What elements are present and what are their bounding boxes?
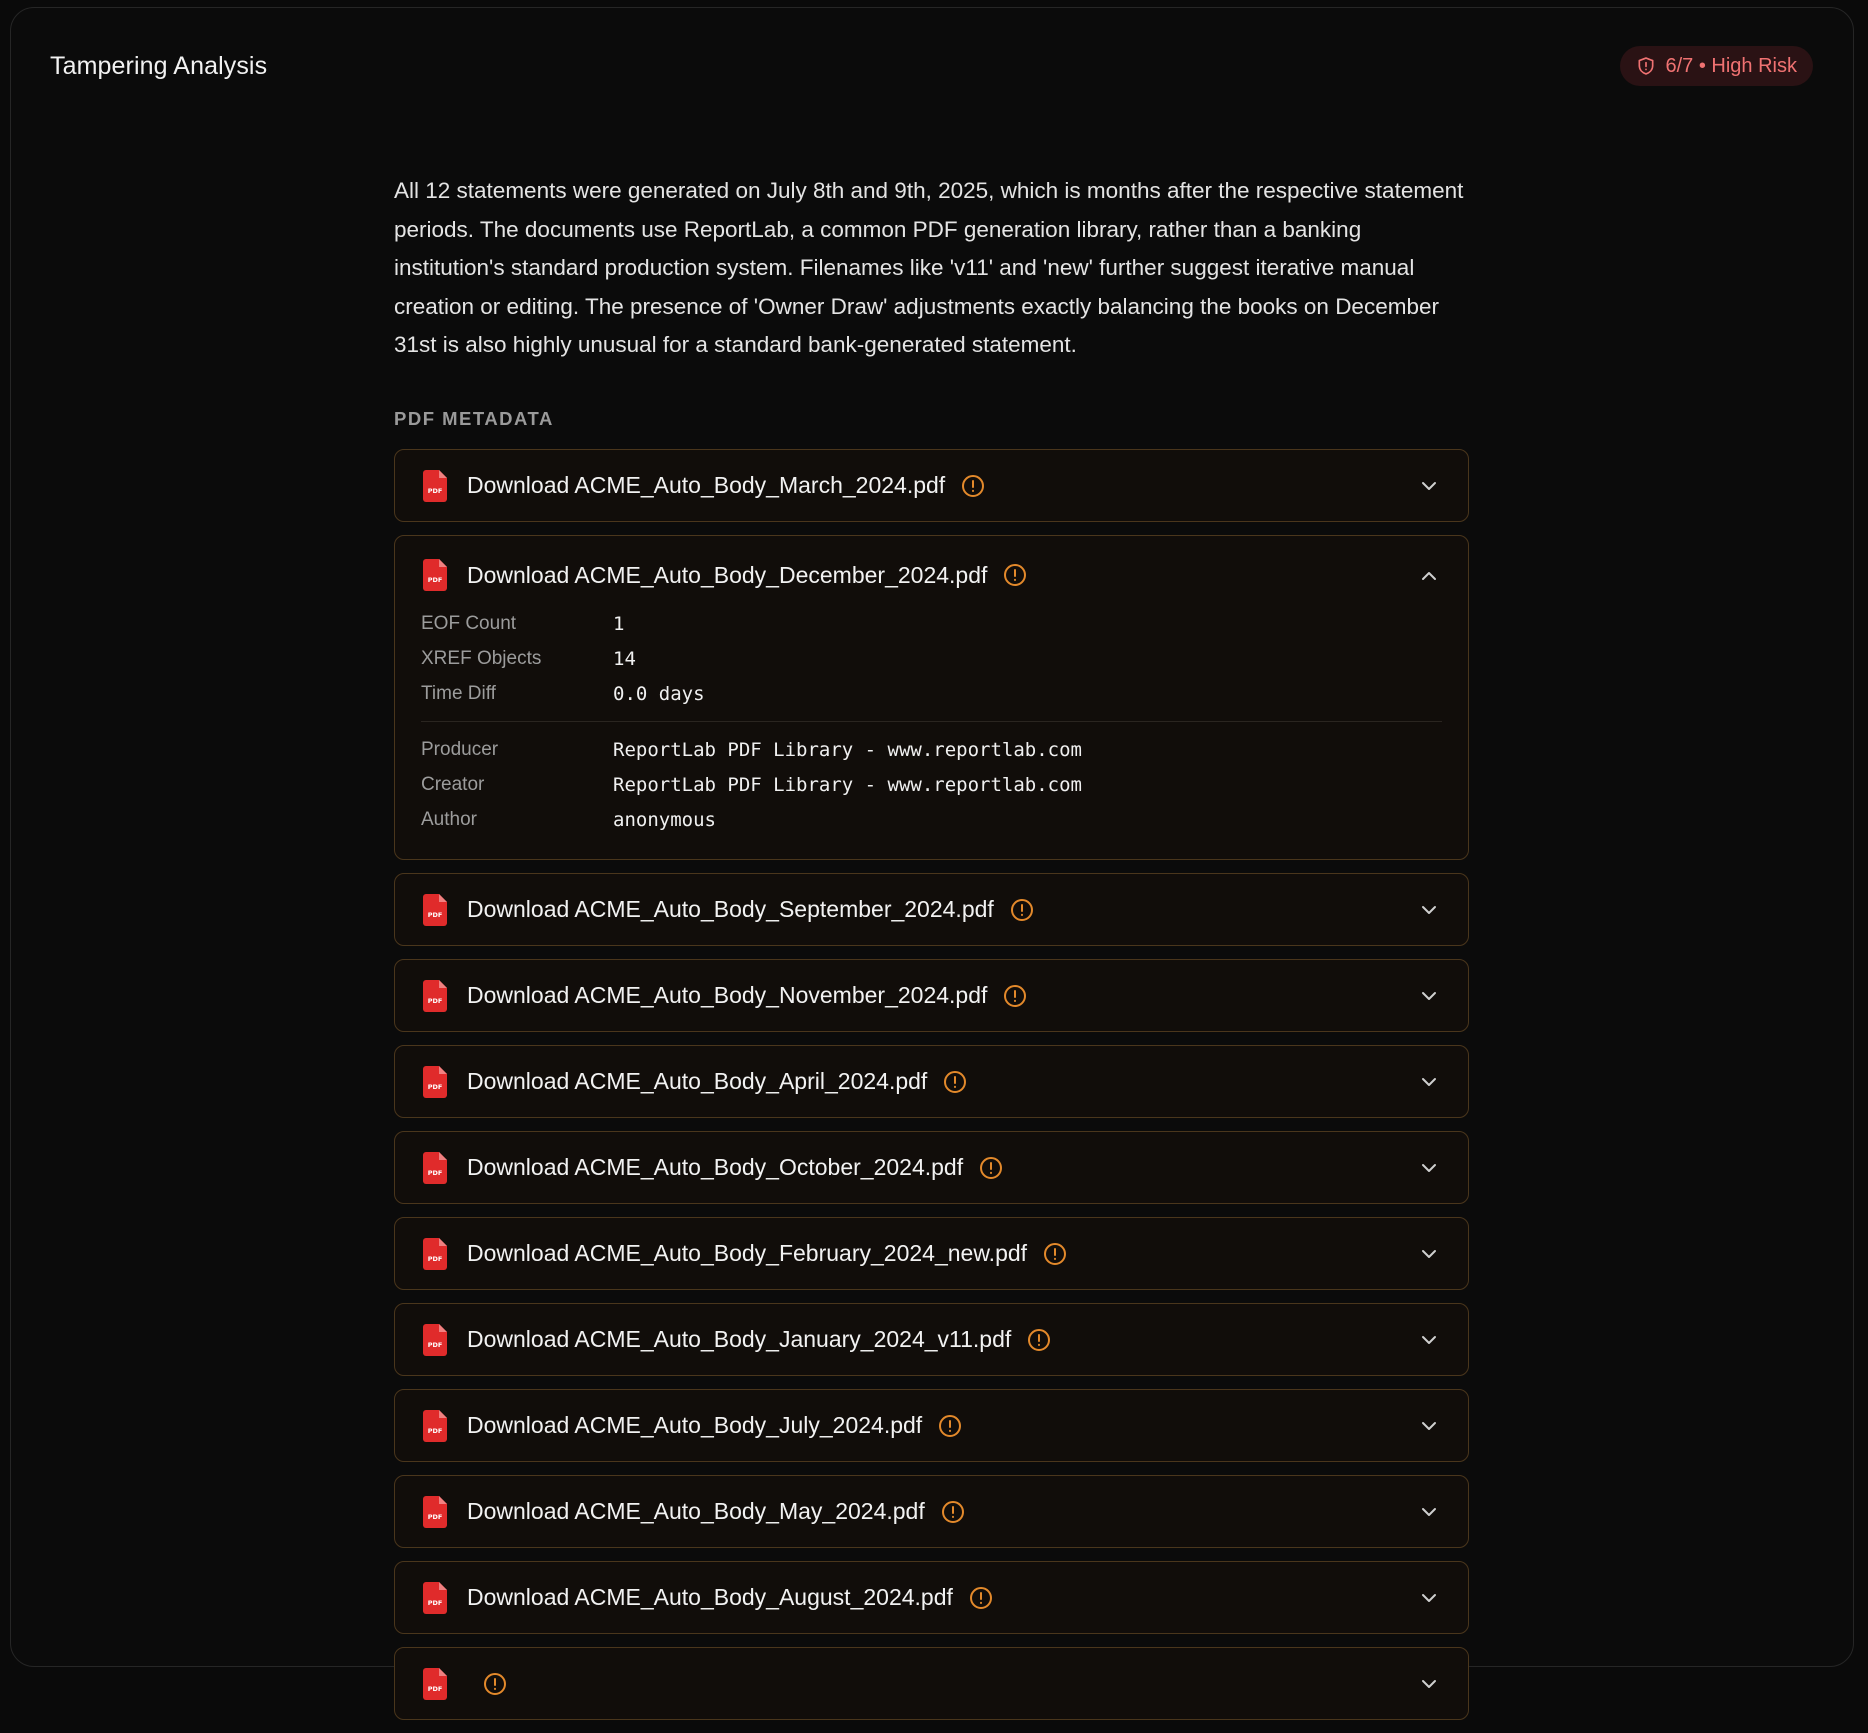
metadata-label: XREF Objects — [421, 647, 542, 669]
pdf-download-link[interactable]: Download ACME_Auto_Body_January_2024_v11.pdf — [467, 1326, 1012, 1352]
pdf-file-icon — [423, 1410, 447, 1442]
chevron-up-icon[interactable] — [1420, 567, 1438, 585]
pdf-file-icon — [423, 1582, 447, 1614]
pdf-file-icon — [423, 1668, 447, 1700]
svg-text:PDF: PDF — [427, 1684, 443, 1693]
chevron-down-icon[interactable] — [1420, 477, 1438, 495]
svg-text:PDF: PDF — [427, 996, 443, 1005]
risk-badge-label: 6/7 • High Risk — [1665, 54, 1797, 77]
panel-title: Tampering Analysis — [50, 52, 268, 80]
pdf-file-header[interactable] — [395, 1562, 1468, 1633]
metadata-label: Author — [421, 808, 477, 830]
pdf-download-link[interactable]: Download ACME_Auto_Body_December_2024.pdf — [467, 561, 988, 588]
pdf-file-header[interactable] — [395, 1390, 1468, 1461]
pdf-file-item-2 — [394, 535, 1469, 860]
warning-icon — [969, 1586, 993, 1610]
warning-icon — [961, 474, 985, 498]
svg-text:PDF: PDF — [427, 1512, 443, 1521]
pdf-file-header[interactable] — [395, 1476, 1468, 1547]
metadata-value: 1 — [613, 612, 625, 635]
pdf-file-icon — [423, 1066, 447, 1098]
pdf-download-link[interactable]: Download ACME_Auto_Body_November_2024.pdf — [467, 982, 988, 1008]
pdf-file-item-6 — [394, 1131, 1469, 1204]
warning-icon — [1003, 563, 1027, 587]
metadata-label: Producer — [421, 738, 499, 760]
svg-text:PDF: PDF — [427, 1168, 443, 1177]
pdf-file-item-10 — [394, 1475, 1469, 1548]
svg-text:PDF: PDF — [427, 1082, 443, 1091]
chevron-down-icon[interactable] — [1420, 901, 1438, 919]
pdf-file-item-1 — [394, 449, 1469, 522]
pdf-file-item-3 — [394, 873, 1469, 946]
pdf-file-header[interactable] — [395, 874, 1468, 945]
svg-text:PDF: PDF — [427, 1340, 443, 1349]
svg-text:PDF: PDF — [427, 486, 443, 495]
pdf-file-item-11 — [394, 1561, 1469, 1634]
pdf-file-icon — [423, 1152, 447, 1184]
pdf-download-link[interactable]: Download ACME_Auto_Body_September_2024.pdf — [467, 896, 994, 922]
pdf-file-icon — [423, 559, 447, 591]
warning-icon — [943, 1070, 967, 1094]
pdf-file-header[interactable] — [395, 544, 1468, 606]
risk-badge — [1620, 46, 1814, 86]
chevron-down-icon[interactable] — [1420, 1245, 1438, 1263]
pdf-file-item-8 — [394, 1303, 1469, 1376]
pdf-file-item-9 — [394, 1389, 1469, 1462]
svg-text:PDF: PDF — [427, 576, 443, 584]
metadata-value: 0.0 days — [613, 682, 705, 705]
pdf-file-icon — [423, 1324, 447, 1356]
pdf-file-item-12 — [394, 1647, 1469, 1720]
pdf-metadata-details — [395, 606, 1468, 859]
svg-text:PDF: PDF — [427, 910, 443, 919]
svg-text:PDF: PDF — [427, 1598, 443, 1607]
pdf-download-link[interactable]: Download ACME_Auto_Body_April_2024.pdf — [467, 1068, 928, 1094]
warning-icon — [938, 1414, 962, 1438]
warning-icon — [941, 1500, 965, 1524]
pdf-file-header[interactable] — [395, 1648, 1468, 1719]
pdf-download-link[interactable]: Download ACME_Auto_Body_May_2024.pdf — [467, 1498, 925, 1524]
pdf-download-link[interactable]: Download ACME_Auto_Body_March_2024.pdf — [467, 472, 946, 498]
pdf-file-icon — [423, 470, 447, 502]
chevron-down-icon[interactable] — [1420, 1417, 1438, 1435]
pdf-file-icon — [423, 1238, 447, 1270]
warning-icon — [1010, 898, 1034, 922]
pdf-download-link[interactable]: Download ACME_Auto_Body_February_2024_new.pdf — [467, 1240, 1028, 1266]
metadata-row — [421, 676, 1442, 711]
chevron-down-icon[interactable] — [1420, 1503, 1438, 1521]
warning-icon — [979, 1156, 1003, 1180]
analysis-summary: All 12 statements were generated on July 8th and 9th, 2025, which is months after the respective statement periods. The documents use ReportLab, a common PDF generation library, rather than a banking institution's standard production system. Filenames like 'v11' and 'new' further suggest iterative manual creation or editing. The presence of 'Owner Draw' adjustments exactly balancing the books on December 31st is also highly unusual for a standard bank-generated statement. — [394, 178, 1464, 357]
metadata-value: 14 — [613, 647, 636, 670]
chevron-down-icon[interactable] — [1420, 1675, 1438, 1693]
pdf-file-item-7 — [394, 1217, 1469, 1290]
metadata-divider — [421, 721, 1442, 722]
metadata-value: anonymous — [613, 808, 716, 831]
section-label-pdf-metadata: PDF METADATA — [394, 408, 554, 429]
pdf-file-header[interactable] — [395, 1304, 1468, 1375]
metadata-row — [421, 606, 1442, 641]
warning-icon — [1027, 1328, 1051, 1352]
svg-text:PDF: PDF — [427, 1426, 443, 1435]
pdf-file-header[interactable] — [395, 1046, 1468, 1117]
warning-icon — [1043, 1242, 1067, 1266]
chevron-down-icon[interactable] — [1420, 1073, 1438, 1091]
pdf-file-icon — [423, 894, 447, 926]
pdf-file-icon — [423, 980, 447, 1012]
metadata-row — [421, 732, 1442, 767]
metadata-label: EOF Count — [421, 612, 517, 634]
chevron-down-icon[interactable] — [1420, 987, 1438, 1005]
metadata-value: ReportLab PDF Library - www.reportlab.com — [613, 773, 1082, 796]
metadata-row — [421, 802, 1442, 837]
warning-icon — [1003, 984, 1027, 1008]
pdf-file-header[interactable] — [395, 450, 1468, 521]
pdf-file-header[interactable] — [395, 1218, 1468, 1289]
metadata-row — [421, 767, 1442, 802]
metadata-value: ReportLab PDF Library - www.reportlab.com — [613, 738, 1082, 761]
svg-text:PDF: PDF — [427, 1254, 443, 1263]
pdf-download-link[interactable]: Download ACME_Auto_Body_August_2024.pdf — [467, 1584, 953, 1610]
chevron-down-icon[interactable] — [1420, 1159, 1438, 1177]
pdf-file-header[interactable] — [395, 1132, 1468, 1203]
metadata-label: Creator — [421, 773, 485, 795]
pdf-file-item-4 — [394, 959, 1469, 1032]
warning-icon — [483, 1672, 507, 1696]
metadata-row — [421, 641, 1442, 676]
pdf-download-link[interactable]: Download ACME_Auto_Body_July_2024.pdf — [467, 1412, 923, 1438]
pdf-file-header[interactable] — [395, 960, 1468, 1031]
pdf-file-list — [394, 449, 1469, 1733]
pdf-download-link[interactable]: Download ACME_Auto_Body_October_2024.pdf — [467, 1154, 964, 1180]
pdf-file-item-5 — [394, 1045, 1469, 1118]
chevron-down-icon[interactable] — [1420, 1331, 1438, 1349]
metadata-label: Time Diff — [421, 682, 496, 704]
chevron-down-icon[interactable] — [1420, 1589, 1438, 1607]
pdf-file-icon — [423, 1496, 447, 1528]
shield-alert-icon — [1636, 56, 1656, 76]
